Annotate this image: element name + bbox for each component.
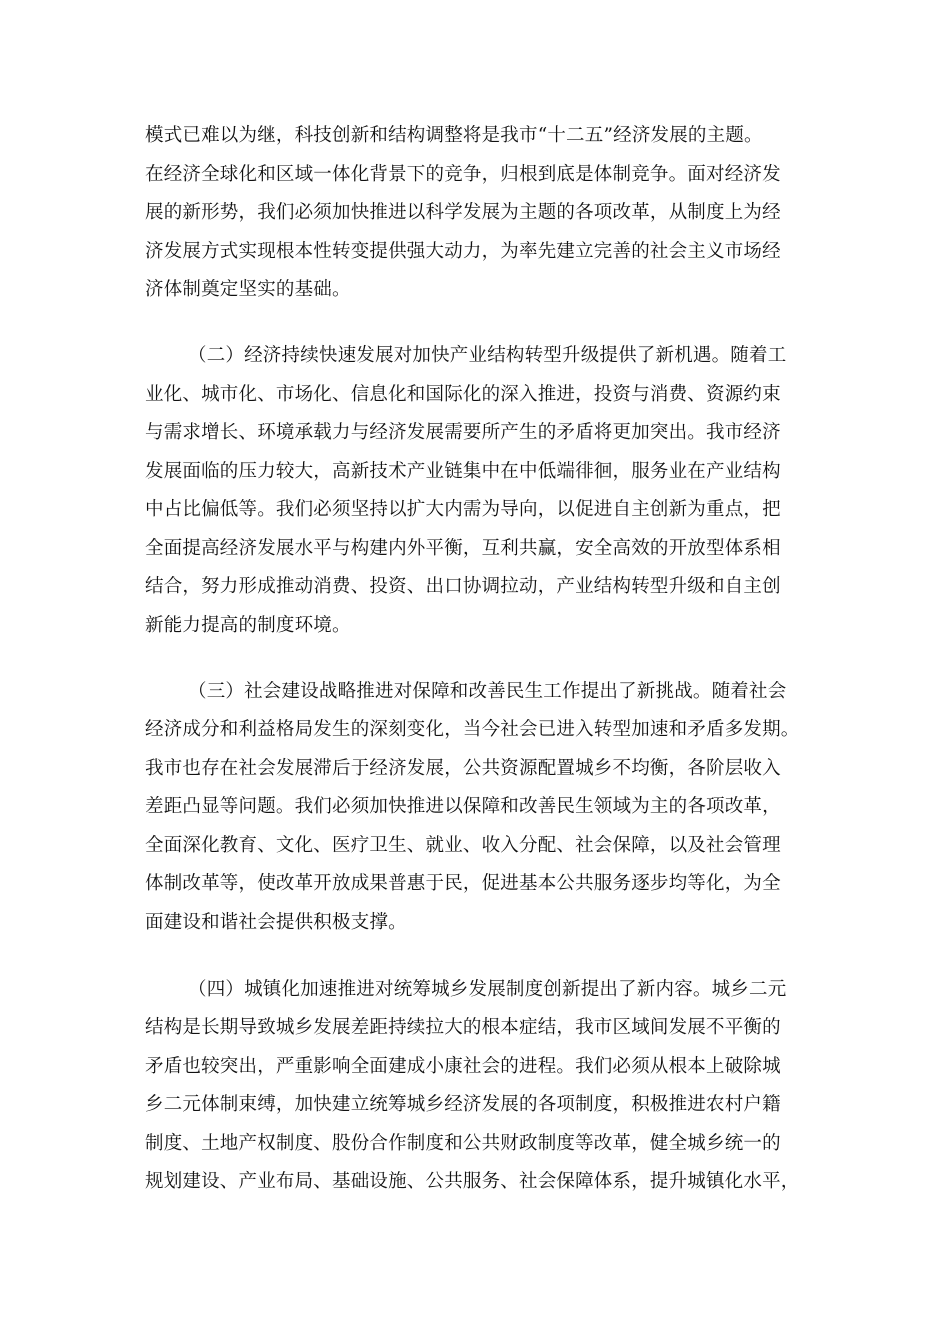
text-line: 规划建设、产业布局、基础设施、公共服务、社会保障体系，提升城镇化水平， bbox=[145, 1171, 800, 1192]
text-line: 差距凸显等问题。我们必须加快推进以保障和改善民生领域为主的各项改革， bbox=[145, 796, 781, 817]
text-line: 制度、土地产权制度、股份合作制度和公共财政制度等改革，健全城乡统一的 bbox=[145, 1133, 781, 1154]
text-line: 经济成分和利益格局发生的深刻变化，当今社会已进入转型加速和矛盾多发期。 bbox=[145, 719, 800, 740]
text-line: 发展面临的压力较大，高新技术产业链集中在中低端徘徊，服务业在产业结构 bbox=[145, 461, 781, 482]
text-line: 我市也存在社会发展滞后于经济发展，公共资源配置城乡不均衡，各阶层收入 bbox=[145, 758, 781, 779]
text-line: 全面提高经济发展水平与构建内外平衡，互利共赢，安全高效的开放型体系相 bbox=[145, 538, 781, 559]
text-line: 与需求增长、环境承载力与经济发展需要所产生的矛盾将更加突出。我市经济 bbox=[145, 422, 781, 443]
text-line: （四）城镇化加速推进对统筹城乡发展制度创新提出了新内容。城乡二元 bbox=[188, 979, 787, 1000]
text-line: 全面深化教育、文化、医疗卫生、就业、收入分配、社会保障，以及社会管理 bbox=[145, 835, 781, 856]
text-line: 体制改革等，使改革开放成果普惠于民，促进基本公共服务逐步均等化，为全 bbox=[145, 873, 781, 894]
text-line: 结构是长期导致城乡发展差距持续拉大的根本症结，我市区域间发展不平衡的 bbox=[145, 1017, 781, 1038]
text-line: 济体制奠定坚实的基础。 bbox=[145, 279, 351, 300]
text-line: （二）经济持续快速发展对加快产业结构转型升级提供了新机遇。随着工 bbox=[188, 345, 787, 366]
text-line: 在经济全球化和区域一体化背景下的竞争，归根到底是体制竞争。面对经济发 bbox=[145, 164, 781, 185]
text-line: 模式已难以为继，科技创新和结构调整将是我市“十二五”经济发展的主题。 bbox=[145, 125, 763, 146]
text-line: 业化、城市化、市场化、信息化和国际化的深入推进，投资与消费、资源约束 bbox=[145, 384, 781, 405]
text-line: 新能力提高的制度环境。 bbox=[145, 615, 351, 636]
text-line: 济发展方式实现根本性转变提供强大动力，为率先建立完善的社会主义市场经 bbox=[145, 241, 781, 262]
text-line: 面建设和谐社会提供积极支撑。 bbox=[145, 912, 407, 933]
text-line: 展的新形势，我们必须加快推进以科学发展为主题的各项改革，从制度上为经 bbox=[145, 202, 781, 223]
text-line: 中占比偏低等。我们必须坚持以扩大内需为导向，以促进自主创新为重点，把 bbox=[145, 499, 781, 520]
text-line: （三）社会建设战略推进对保障和改善民生工作提出了新挑战。随着社会 bbox=[188, 681, 787, 702]
text-line: 结合，努力形成推动消费、投资、出口协调拉动，产业结构转型升级和自主创 bbox=[145, 576, 781, 597]
text-line: 矛盾也较突出，严重影响全面建成小康社会的进程。我们必须从根本上破除城 bbox=[145, 1056, 781, 1077]
text-line: 乡二元体制束缚，加快建立统筹城乡经济发展的各项制度，积极推进农村户籍 bbox=[145, 1094, 781, 1115]
